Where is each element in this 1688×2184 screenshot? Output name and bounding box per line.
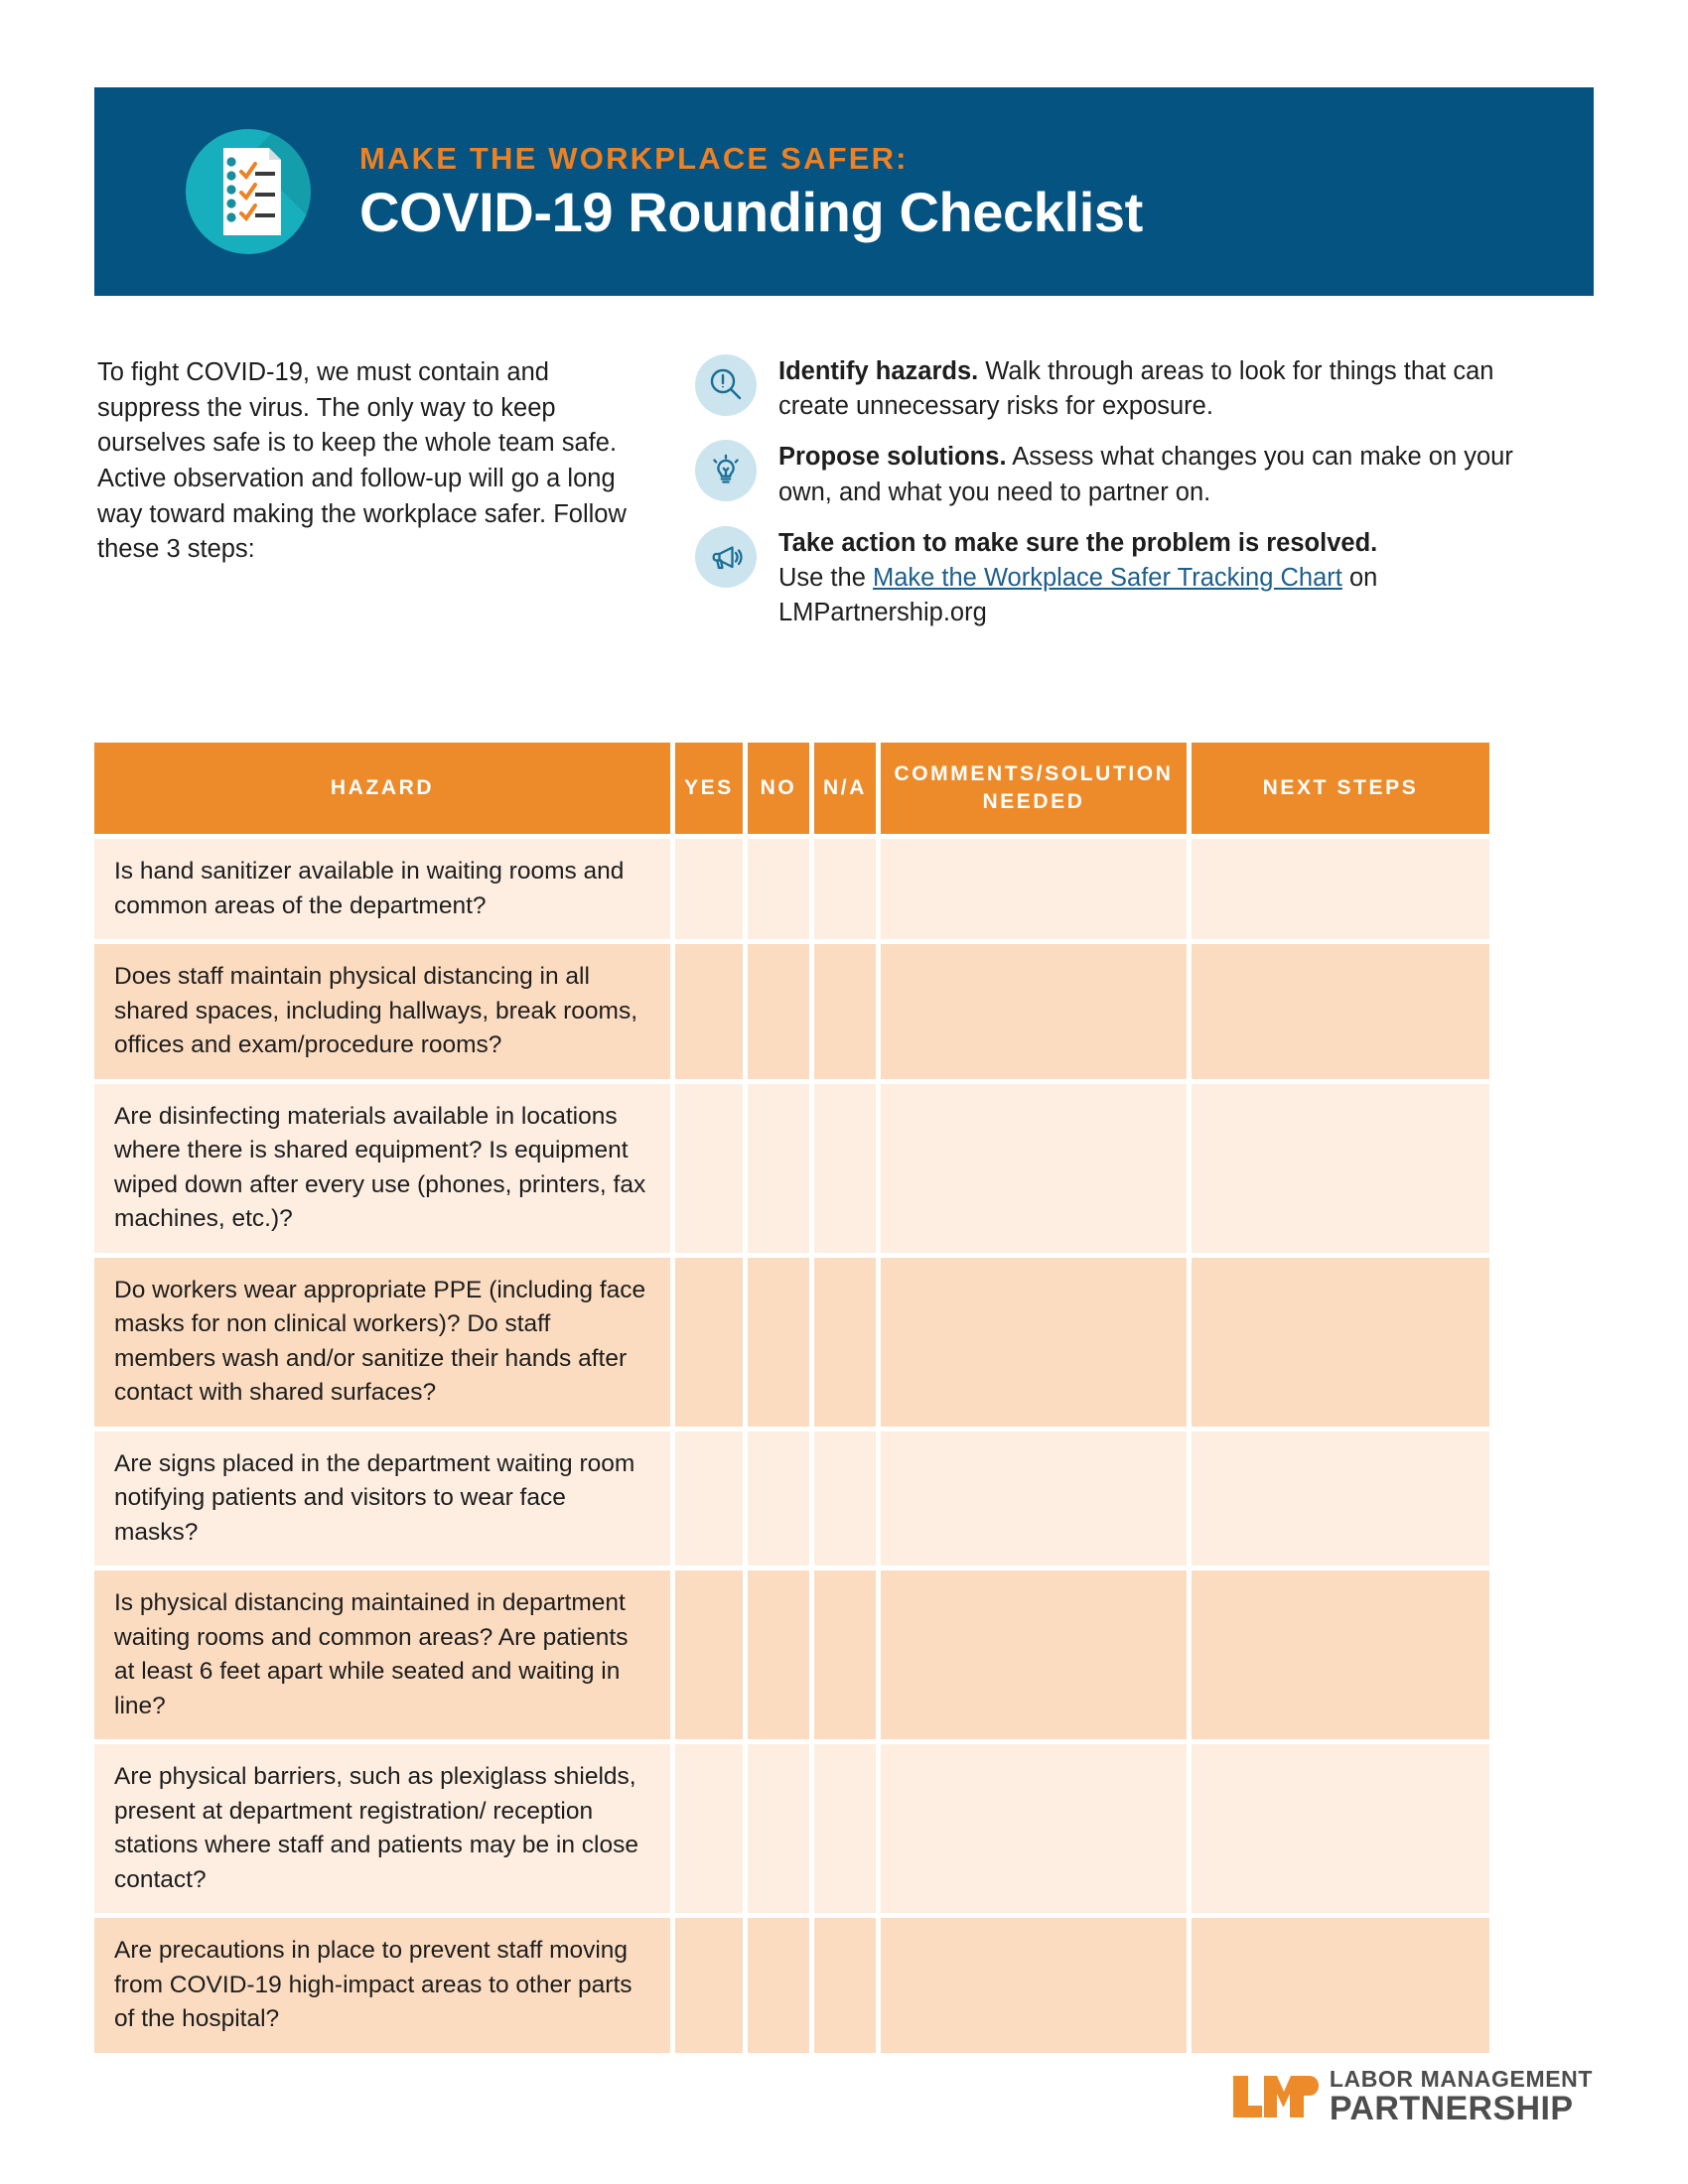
cell-comments[interactable] xyxy=(881,1258,1187,1427)
step-text xyxy=(778,524,1519,631)
lightbulb-idea-icon xyxy=(695,440,757,501)
step-body-text: Walk through areas to look for things that can create unnecessary risks for exposure. xyxy=(778,357,1494,421)
cell-no[interactable] xyxy=(748,1258,809,1427)
lmp-line-2: PARTNERSHIP xyxy=(1329,2090,1574,2127)
cell-na[interactable] xyxy=(814,1432,876,1567)
hazard-text: Is physical distancing maintained in department waiting rooms and common areas? Are patients at least 6 feet apart while seated and waiting in line? xyxy=(114,1589,629,1719)
checklist-table xyxy=(94,743,1594,2058)
banner-icon-wrap xyxy=(149,129,348,254)
cell-next-steps[interactable] xyxy=(1192,839,1489,939)
lmp-mark-icon xyxy=(1231,2074,1319,2119)
cell-comments[interactable] xyxy=(881,1432,1187,1567)
cell-yes[interactable] xyxy=(675,1432,743,1567)
table-row xyxy=(94,944,1594,1079)
cell-next-steps[interactable] xyxy=(1192,1918,1489,2053)
hazard-text: Are disinfecting materials available in locations where there is shared equipment? Is equipment wiped down after every use (phones, printers, fax machines, etc.)? xyxy=(114,1102,646,1233)
hazard-text: Are physical barriers, such as plexiglass shields, present at department registration/ reception stations where staff and patients may be in close contact? xyxy=(114,1763,638,1893)
magnifier-alert-icon xyxy=(695,354,757,416)
cell-comments[interactable] xyxy=(881,1570,1187,1739)
hazard-text: Is hand sanitizer available in waiting rooms and common areas of the department? xyxy=(114,858,625,919)
megaphone-icon xyxy=(695,526,757,588)
column-header-no: NO xyxy=(748,743,809,834)
table-header-row xyxy=(94,743,1594,834)
cell-next-steps[interactable] xyxy=(1192,944,1489,1079)
cell-no[interactable] xyxy=(748,839,809,939)
cell-yes[interactable] xyxy=(675,944,743,1079)
cell-comments[interactable] xyxy=(881,1084,1187,1253)
cell-na[interactable] xyxy=(814,944,876,1079)
checklist-glyph xyxy=(211,146,285,237)
cell-next-steps[interactable] xyxy=(1192,1744,1489,1913)
step-heading: Take action to make sure the problem is resolved. xyxy=(778,528,1378,557)
lmp-line-1: LABOR MANAGEMENT xyxy=(1329,2066,1593,2092)
cell-hazard xyxy=(94,1258,670,1427)
cell-hazard xyxy=(94,1570,670,1739)
cell-next-steps[interactable] xyxy=(1192,1258,1489,1427)
table-row xyxy=(94,1432,1594,1567)
page-title: COVID-19 Rounding Checklist xyxy=(359,180,1143,243)
column-header-comments: COMMENTS/SOLUTION NEEDED xyxy=(881,743,1187,834)
cell-yes[interactable] xyxy=(675,839,743,939)
banner-text xyxy=(348,142,1143,242)
cell-na[interactable] xyxy=(814,1084,876,1253)
hazard-text: Do workers wear appropriate PPE (including face masks for non clinical workers)? Do staff members wash and/or sanitize their hands after contact with shared surfaces? xyxy=(114,1276,646,1407)
cell-hazard xyxy=(94,1432,670,1567)
lmp-wordmark xyxy=(1330,2068,1593,2125)
page-header-banner xyxy=(94,87,1594,296)
cell-yes[interactable] xyxy=(675,1744,743,1913)
checklist-icon xyxy=(186,129,311,254)
step-heading: Identify hazards. xyxy=(778,357,979,385)
table-row xyxy=(94,1258,1594,1427)
cell-na[interactable] xyxy=(814,1258,876,1427)
cell-comments[interactable] xyxy=(881,1744,1187,1913)
step-take-action xyxy=(695,524,1519,631)
tracking-chart-link[interactable]: Make the Workplace Safer Tracking Chart xyxy=(872,563,1342,592)
cell-no[interactable] xyxy=(748,944,809,1079)
cell-hazard xyxy=(94,1744,670,1913)
step-body-post: on LMPartnership.org xyxy=(778,563,1378,627)
table-row xyxy=(94,1918,1594,2053)
hazard-text: Are precautions in place to prevent staff moving from COVID-19 high-impact areas to other parts of the hospital? xyxy=(114,1937,633,2033)
cell-comments[interactable] xyxy=(881,839,1187,939)
cell-next-steps[interactable] xyxy=(1192,1570,1489,1739)
cell-na[interactable] xyxy=(814,839,876,939)
step-identify-hazards xyxy=(695,352,1519,424)
banner-eyebrow: MAKE THE WORKPLACE SAFER: xyxy=(359,140,909,176)
cell-no[interactable] xyxy=(748,1744,809,1913)
table-row xyxy=(94,1570,1594,1739)
table-row xyxy=(94,839,1594,939)
cell-no[interactable] xyxy=(748,1084,809,1253)
steps-list xyxy=(695,352,1519,644)
step-text xyxy=(778,352,1519,424)
cell-comments[interactable] xyxy=(881,944,1187,1079)
step-body-pre: Use the xyxy=(778,563,873,592)
table-row xyxy=(94,1084,1594,1253)
cell-hazard xyxy=(94,839,670,939)
column-header-next-steps: NEXT STEPS xyxy=(1192,743,1489,834)
cell-no[interactable] xyxy=(748,1918,809,2053)
cell-yes[interactable] xyxy=(675,1084,743,1253)
column-header-hazard: HAZARD xyxy=(94,743,670,834)
intro-paragraph: To fight COVID-19, we must contain and suppress the virus. The only way to keep ourselves safe is to keep the whole team safe. Active observation and follow-up will go a long way toward making the workplace safer. Follow these 3 steps: xyxy=(97,358,627,564)
cell-next-steps[interactable] xyxy=(1192,1084,1489,1253)
cell-yes[interactable] xyxy=(675,1918,743,2053)
step-text xyxy=(778,438,1519,509)
cell-yes[interactable] xyxy=(675,1570,743,1739)
step-body-text: Assess what changes you can make on your own, and what you need to partner on. xyxy=(778,443,1513,506)
cell-yes[interactable] xyxy=(675,1258,743,1427)
cell-hazard xyxy=(94,1084,670,1253)
cell-na[interactable] xyxy=(814,1570,876,1739)
hazard-text: Does staff maintain physical distancing in all shared spaces, including hallways, break rooms, offices and exam/procedure rooms? xyxy=(114,963,638,1059)
cell-na[interactable] xyxy=(814,1744,876,1913)
column-header-na: N/A xyxy=(814,743,876,834)
cell-no[interactable] xyxy=(748,1432,809,1567)
cell-next-steps[interactable] xyxy=(1192,1432,1489,1567)
cell-na[interactable] xyxy=(814,1918,876,2053)
column-header-yes: YES xyxy=(675,743,743,834)
cell-comments[interactable] xyxy=(881,1918,1187,2053)
table-row xyxy=(94,1744,1594,1913)
lmp-logo xyxy=(1231,2068,1593,2125)
table-body xyxy=(94,839,1594,2053)
cell-hazard xyxy=(94,1918,670,2053)
step-heading: Propose solutions. xyxy=(778,443,1007,472)
step-propose-solutions xyxy=(695,438,1519,509)
cell-hazard xyxy=(94,944,670,1079)
hazard-text: Are signs placed in the department waiting room notifying patients and visitors to wear face masks? xyxy=(114,1449,635,1546)
cell-no[interactable] xyxy=(748,1570,809,1739)
